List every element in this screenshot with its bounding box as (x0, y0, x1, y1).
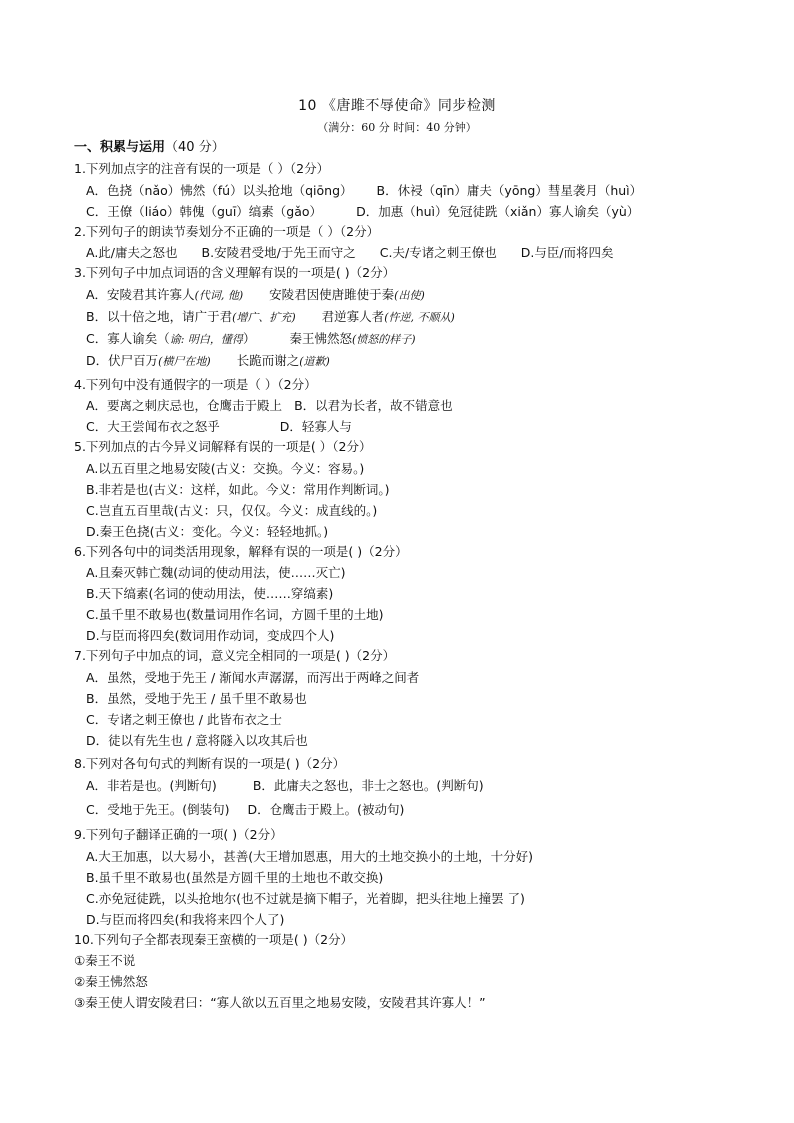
question-2-options (74, 242, 764, 263)
question-1-option-c: C．王僚（liáo）韩傀（guī）缟素（gǎo） (86, 203, 323, 219)
question-5-option-b: B.非若是也(古义：这样，如此。今义：常用作判断词。) (86, 481, 390, 497)
question-8-option-d: D．仓鹰击于殿上。(被动句) (247, 802, 405, 817)
question-2-option-b: B.安陵君受地/于先王而守之 (201, 245, 356, 260)
question-1-option-b: B．休祲（qīn）庸夫（yōng）彗星袭月（huì） (376, 182, 643, 198)
question-8-stem: 8.下列对各句句式的判断有误的一项是( )（2分） (74, 755, 346, 771)
section-points: （40 分） (165, 140, 225, 155)
question-1-stem: 1.下列加点字的注音有误的一项是（ ）（2分） (74, 161, 330, 176)
question-7-stem: 7.下列句子中加点的词，意义完全相同的一项是( )（2分） (74, 648, 396, 663)
question-9-option-b: B.虽千里不敢易也(虽然是方圆千里的土地也不敢交换) (86, 869, 384, 885)
question-6-option-c: C.虽千里不敢易也(数量词用作名词，方圆千里的土地) (86, 607, 384, 622)
question-3-d-text-2: 长跪而谢之 (236, 352, 300, 368)
question-8-option-c: C．受地于先王。(倒装句) (86, 802, 230, 817)
page-title: 10 《唐雎不辱使命》同步检测 (298, 98, 496, 114)
question-2-option-d: D.与臣/而将四矣 (520, 245, 614, 260)
page-subtitle: （满分：60 分 时间：40 分钟） (317, 121, 477, 134)
question-3-option-a (74, 284, 764, 306)
question-3-a-note-1: (代词, 他) (194, 288, 244, 302)
question-10-stem: 10.下列句子全都表现秦王蛮横的一项是( )（2分） (74, 931, 354, 947)
question-2-option-c: C.夫/专诸之刺王僚也 (379, 245, 497, 260)
question-9-option-c: C.亦免冠徒跣，以头抢地尔(也不过就是摘下帽子，光着脚，把头往地上撞罢 了) (86, 890, 525, 906)
question-3-a-note-2: (出使) (394, 288, 425, 302)
question-3-option-b (74, 306, 764, 328)
question-3-c-text-1: C．寡人谕矣（ (86, 330, 170, 346)
question-2-option-a: A.此/庸夫之怒也 (86, 245, 178, 260)
question-10-item-3: ③秦王使人谓安陵君曰：“寡人欲以五百里之地易安陵，安陵君其许寡人！” (74, 995, 486, 1010)
question-3-b-text-1: B．以十倍之地，请广于君 (86, 308, 233, 324)
question-3-a-text-2: 安陵君因使唐雎使于秦 (269, 286, 395, 302)
question-3-a-text-1: A．安陵君其许寡人 (86, 286, 195, 302)
question-8-options-row-1 (74, 774, 764, 798)
question-3-stem: 3.下列句子中加点词语的含义理解有误的一项是( )（2分） (74, 265, 396, 280)
question-3-c-note-1: 谕: 明白，懂得 (169, 332, 243, 346)
question-7-option-d: D．徒以有先生也 / 意将隧入以攻其后也 (86, 732, 308, 748)
question-3-option-c (74, 328, 764, 350)
question-3-c-note-2: (愤怒的样子) (351, 332, 416, 346)
question-1-options-row-2 (74, 201, 764, 222)
question-4-options-row-2 (74, 416, 764, 437)
question-4-option-d: D．轻寡人与 (279, 419, 352, 434)
question-8-option-a: A．非若是也。(判断句) (86, 778, 217, 793)
question-10-item-1: ①秦王不说 (74, 953, 136, 968)
question-4-option-a: A．要离之刺庆忌也，仓鹰击于殿上 (86, 398, 283, 413)
question-1-option-a: A．色挠（nǎo）怫然（fú）以头抢地（qiōng） (86, 182, 353, 198)
question-9-stem: 9.下列句子翻译正确的一项( )（2分） (74, 827, 283, 842)
section-label: 一、积累与运用 (74, 140, 166, 155)
question-3-c-text-1-end: ） (242, 330, 256, 346)
question-3-d-note-1: (横尸在地) (158, 354, 211, 368)
question-7-option-a: A．虽然，受地于先王 / 渐闻水声潺潺，而泻出于两峰之间者 (86, 669, 420, 685)
question-3-c-text-2: 秦王怫然怒 (289, 330, 352, 346)
document-body (74, 138, 764, 1013)
question-4-option-c: C．大王尝闻布衣之怒乎 (86, 419, 220, 434)
question-6-option-b: B.天下缟素(名词的使动用法，使……穿缟素) (86, 586, 334, 601)
question-9-option-d: D.与臣而将四矣(和我将来四个人了) (86, 911, 285, 927)
question-5-option-a: A.以五百里之地易安陵(古义：交换。今义：容易。) (86, 460, 365, 476)
question-3-b-text-2: 君逆寡人者 (321, 308, 385, 324)
question-2-stem: 2.下列句子的朗读节奏划分不正确的一项是（ ）（2分） (74, 223, 380, 239)
question-1-options-row-1 (74, 180, 764, 201)
question-7-option-b: B．虽然，受地于先王 / 虽千里不敢易也 (86, 690, 307, 706)
question-6-option-a: A.且秦灭韩亡魏(动词的使动用法，使……灭亡) (86, 565, 346, 580)
question-4-option-b: B．以君为长者，故不错意也 (294, 398, 453, 413)
question-8-option-b: B．此庸夫之怒也，非士之怒也。(判断句) (252, 778, 484, 793)
question-1-option-d: D．加惠（huì）免冠徒跣（xiǎn）寡人谕矣（yù） (356, 203, 640, 219)
question-3-d-text-1: D．伏尸百万 (86, 352, 159, 368)
question-4-stem: 4.下列句中没有通假字的一项是（ ）（2分） (74, 376, 317, 392)
question-5-option-c: C.岂直五百里哉(古义：只，仅仅。今义：成直线的。) (86, 502, 378, 518)
question-6-option-d: D.与臣而将四矣(数词用作动词，变成四个人) (86, 628, 335, 643)
question-5-stem: 5.下列加点的古今异义词解释有误的一项是( ）（2分） (74, 439, 372, 454)
question-5-option-d: D.秦王色挠(古义：变化。今义：轻轻地抓。) (86, 523, 329, 539)
section-heading (74, 138, 764, 157)
question-3-option-d (74, 350, 764, 372)
question-3-b-note-1: (增广、扩充) (232, 310, 296, 324)
question-10-item-2: ②秦王怫然怒 (74, 974, 148, 989)
question-4-options-row-1 (74, 395, 764, 416)
question-3-d-note-2: (道歉) (299, 354, 330, 368)
question-7-option-c: C．专诸之刺王僚也 / 此皆布衣之士 (86, 711, 282, 727)
question-6-stem: 6.下列各句中的词类活用现象，解释有误的一项是( )（2分） (74, 543, 408, 559)
question-8-options-row-2 (74, 798, 764, 822)
question-3-b-note-2: (忤逆, 不顺从) (384, 310, 455, 324)
question-9-option-a: A.大王加惠，以大易小，甚善(大王增加恩惠，用大的土地交换小的土地，十分好) (86, 848, 534, 864)
